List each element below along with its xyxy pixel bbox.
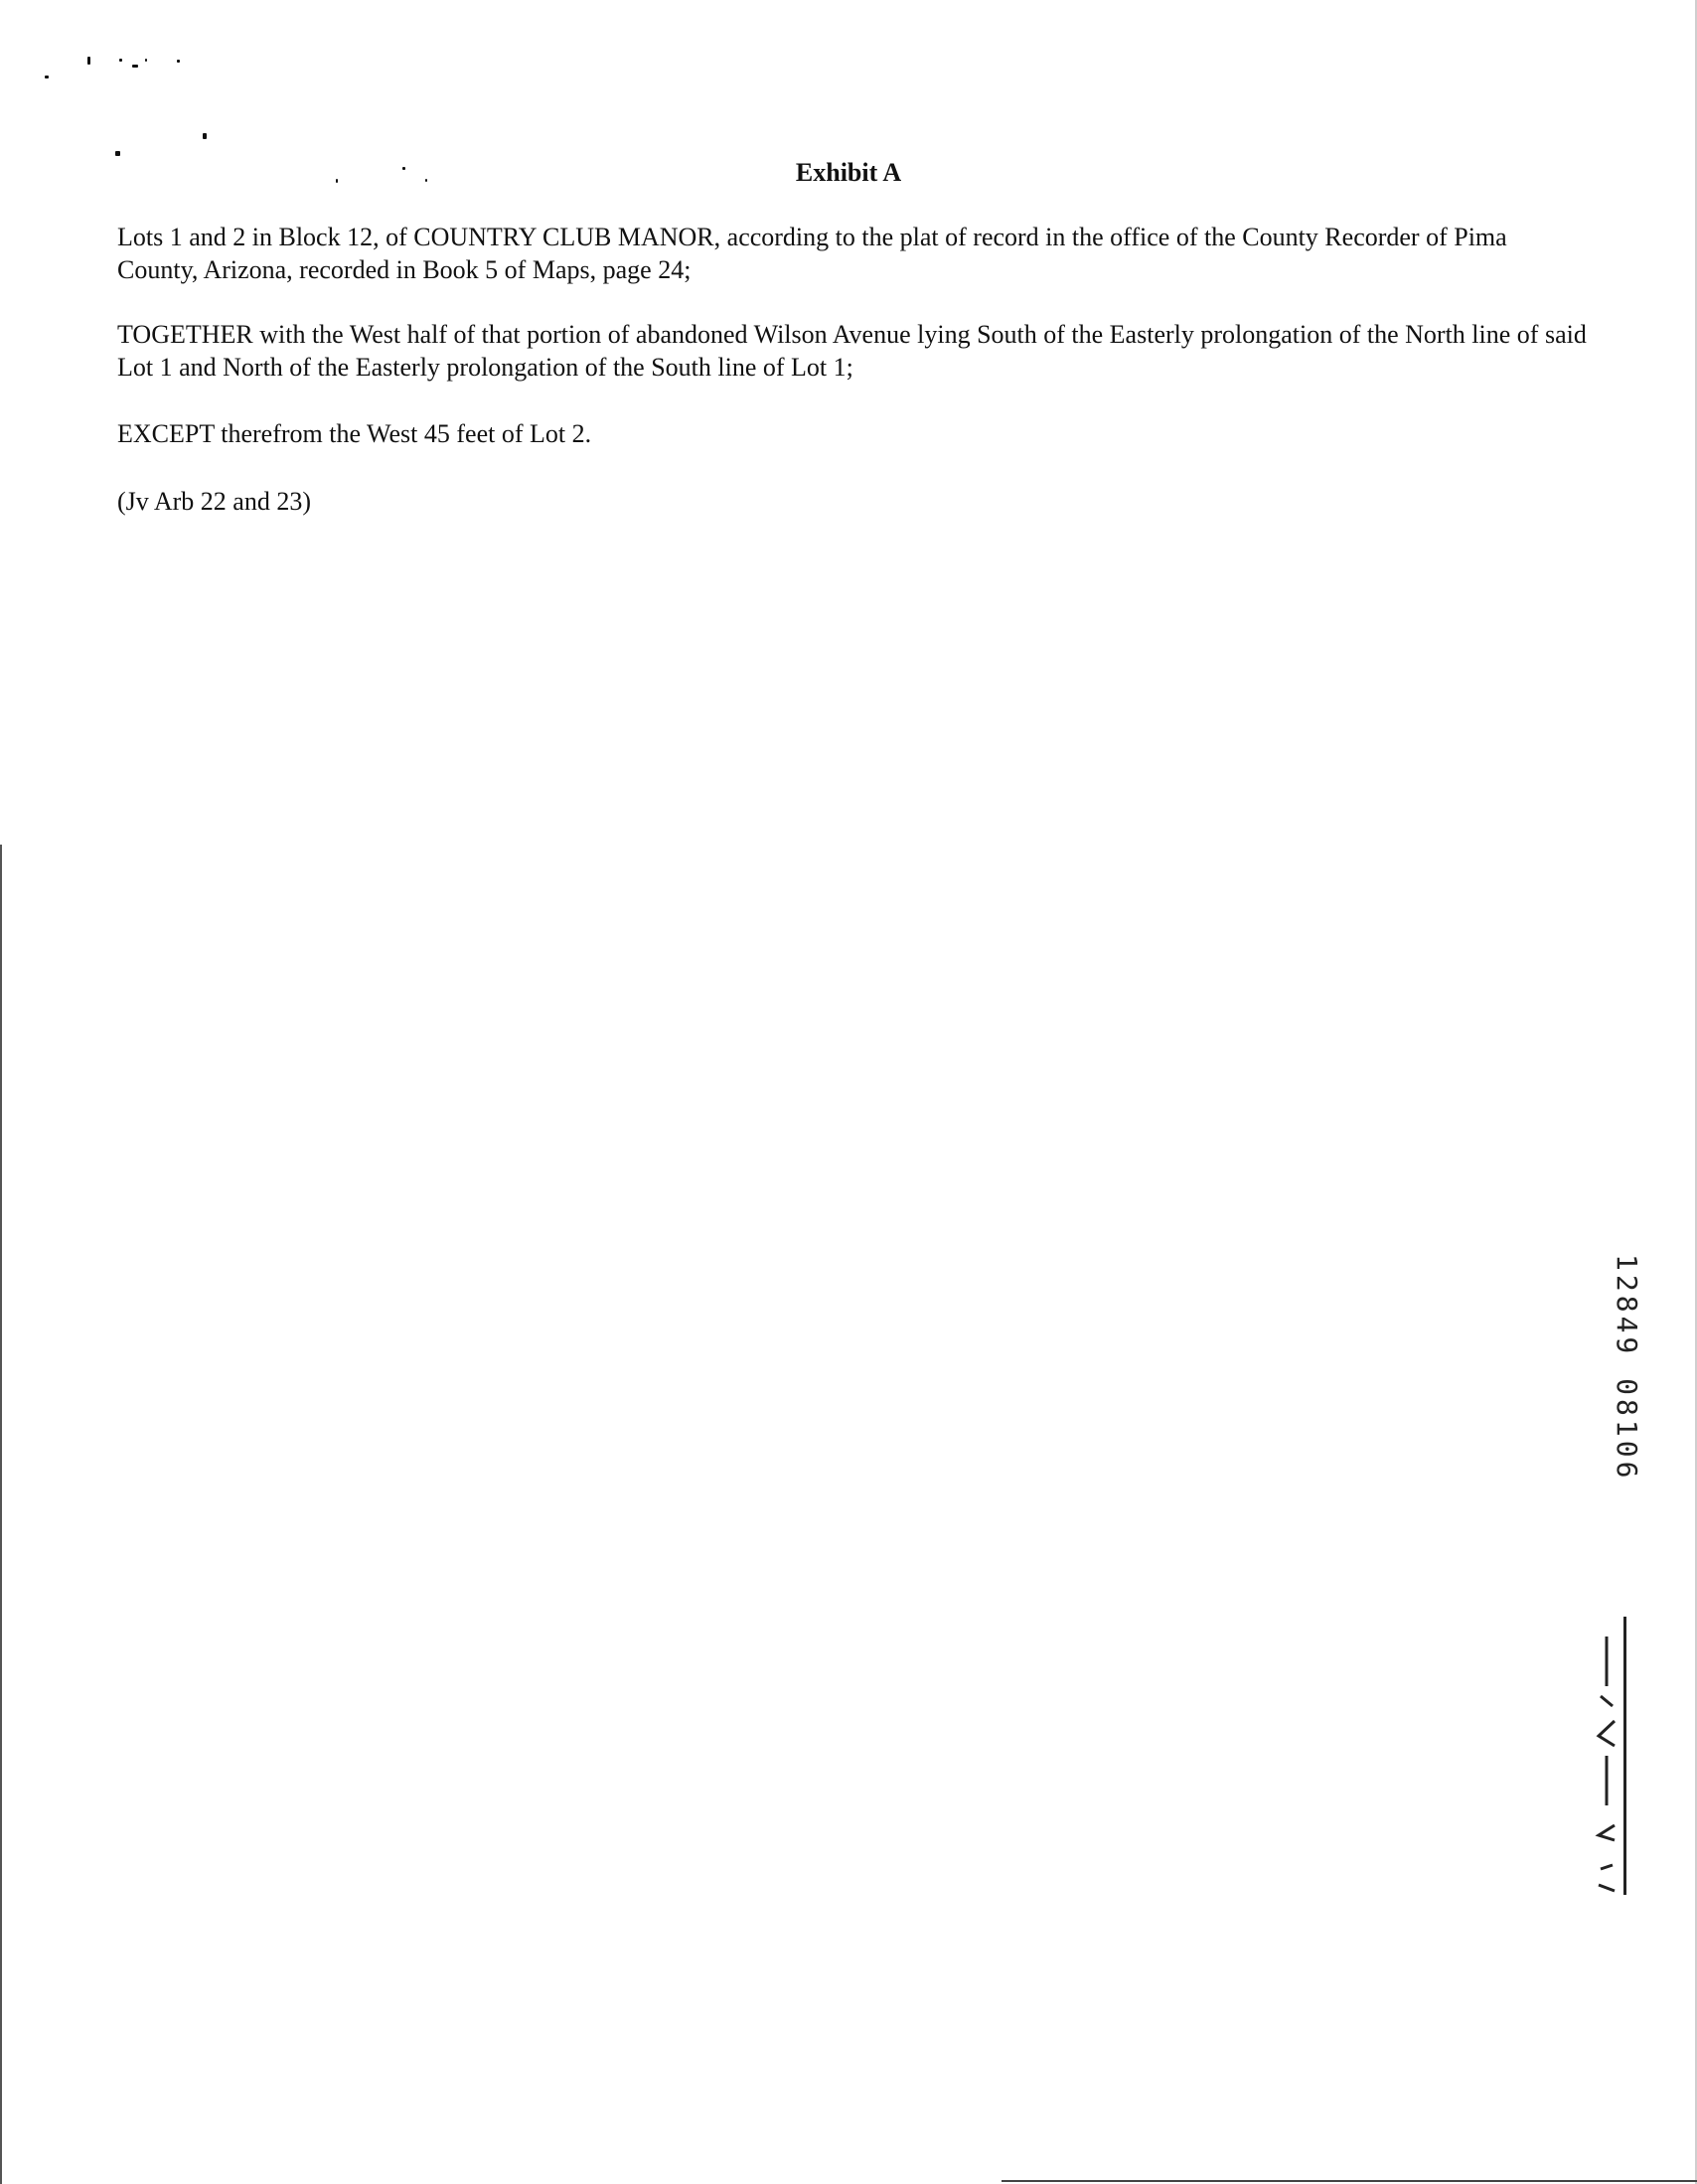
- together-clause-paragraph: TOGETHER with the West half of that portion of abandoned Wilson Avenue lying South of the Easterly prolongation of the North line of said Lot 1 and North of the Easterly prolongation of the South line of Lot 1;: [117, 320, 1587, 382]
- scan-speck: [132, 65, 138, 68]
- scan-speck: [145, 59, 147, 62]
- exhibit-title: Exhibit A: [795, 158, 902, 187]
- margin-stamp-mark: [1592, 1617, 1626, 1895]
- scan-edge-bottom: [1002, 2180, 1697, 2182]
- scan-speck: [87, 57, 90, 65]
- except-clause-paragraph: EXCEPT therefrom the West 45 feet of Lot 2.: [117, 419, 592, 448]
- legal-description-paragraph: Lots 1 and 2 in Block 12, of COUNTRY CLUB MANOR, according to the plat of record in the office of the County Recorder of Pima County, Arizona, recorded in Book 5 of Maps, page 24;: [117, 223, 1507, 284]
- scan-edge-left: [0, 845, 2, 2184]
- scan-speck: [45, 76, 49, 78]
- stamp-scribble-icon: [1595, 1627, 1619, 1895]
- scan-speck: [203, 133, 207, 139]
- recording-number-stamp: 12849 08106: [1611, 1254, 1643, 1482]
- scan-speck: [177, 60, 180, 63]
- reference-note: (Jv Arb 22 and 23): [117, 487, 311, 516]
- scan-speck: [119, 59, 122, 62]
